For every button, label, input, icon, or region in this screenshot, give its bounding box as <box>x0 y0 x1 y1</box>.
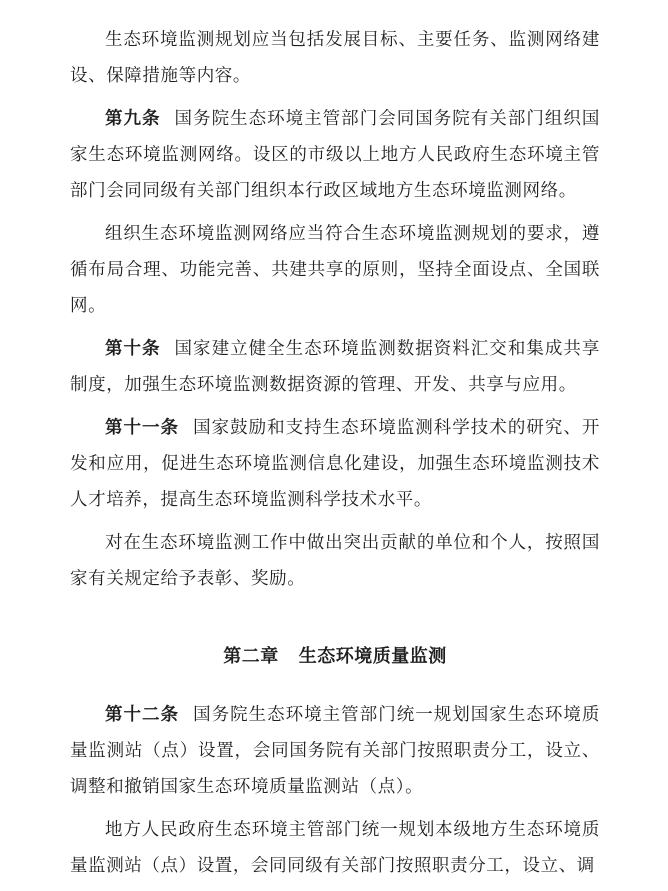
article-number: 第十一条 <box>105 418 180 438</box>
paragraph-commendation: 对在生态环境监测工作中做出突出贡献的单位和个人，按照国家有关规定给予表彰、奖励。 <box>70 533 600 589</box>
chapter-title: 生态环境质量监测 <box>298 646 447 667</box>
document-page <box>70 22 600 891</box>
article-number: 第十二条 <box>105 705 180 725</box>
article-number: 第十条 <box>105 339 161 359</box>
article-text: 国家建立健全生态环境监测数据资料汇交和集成共享制度，加强生态环境监测数据资源的管理、开发、共享与应用。 <box>70 339 600 395</box>
chapter-number: 第二章 <box>223 646 279 667</box>
article-10 <box>70 331 600 403</box>
paragraph-network-requirements: 组织生态环境监测网络应当符合生态环境监测规划的要求，遵循布局合理、功能完善、共建共享的原则，坚持全面设点、全国联网。 <box>70 224 600 316</box>
article-number: 第九条 <box>105 109 161 129</box>
article-text: 国家鼓励和支持生态环境监测科学技术的研究、开发和应用，促进生态环境监测信息化建设，加强生态环境监测技术人才培养，提高生态环境监测科学技术水平。 <box>70 418 600 510</box>
article-12 <box>70 697 600 805</box>
article-9 <box>70 101 600 209</box>
article-11 <box>70 410 600 518</box>
article-text: 国务院生态环境主管部门统一规划国家生态环境质量监测站（点）设置，会同国务院有关部门按照职责分工，设立、调整和撤销国家生态环境质量监测站（点）。 <box>70 705 600 797</box>
chapter-heading <box>70 639 600 675</box>
paragraph-planning-content: 生态环境监测规划应当包括发展目标、主要任务、监测网络建设、保障措施等内容。 <box>70 30 600 86</box>
paragraph-local-stations: 地方人民政府生态环境主管部门统一规划本级地方生态环境质量监测站（点）设置，会同同级有关部门按照职责分工，设立、调 <box>70 820 600 876</box>
article-text: 国务院生态环境主管部门会同国务院有关部门组织国家生态环境监测网络。设区的市级以上地方人民政府生态环境主管部门会同同级有关部门组织本行政区域地方生态环境监测网络。 <box>70 109 600 201</box>
